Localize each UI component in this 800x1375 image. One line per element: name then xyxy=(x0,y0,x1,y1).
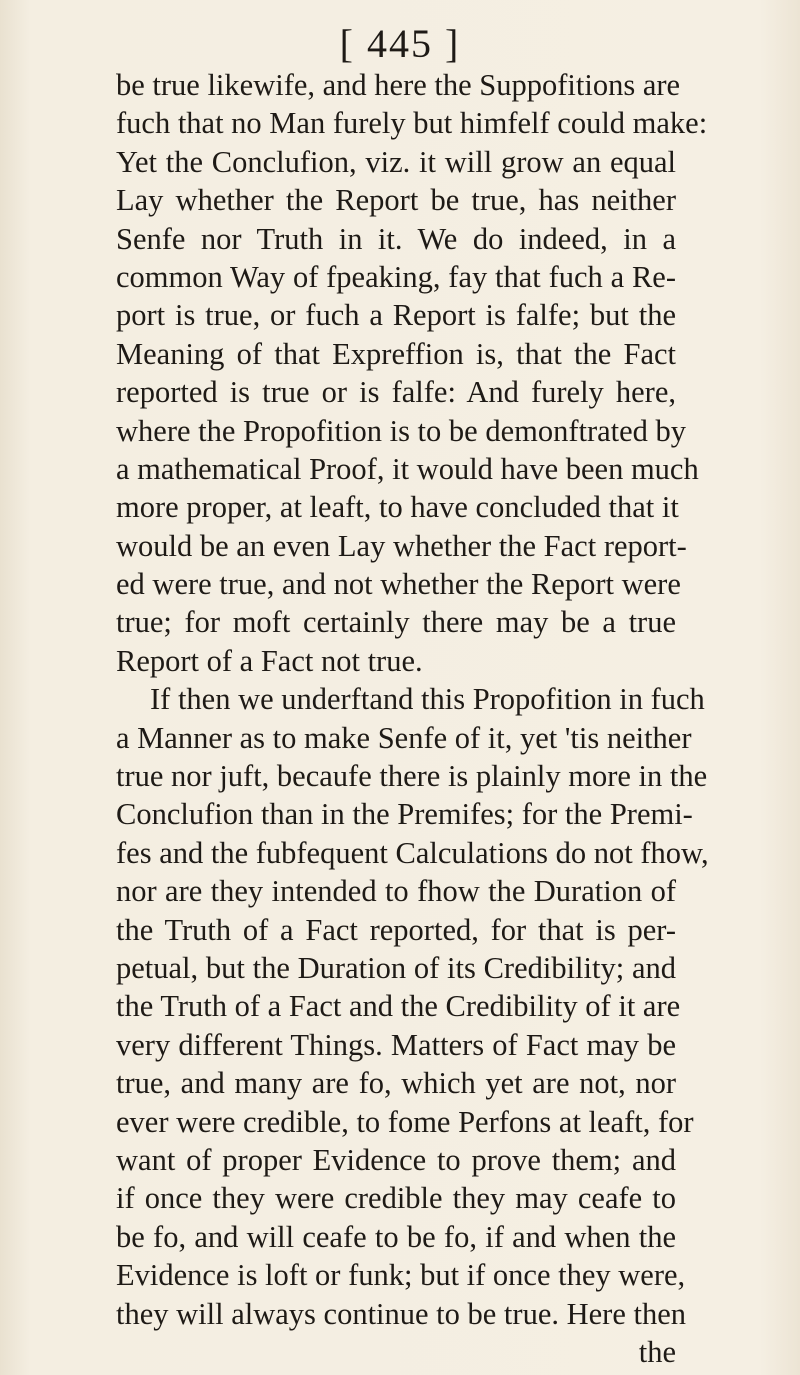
text-line: the Truth of a Fact and the Credibility of it are xyxy=(116,989,681,1024)
page-number: [ 445 ] xyxy=(339,21,461,66)
text-line: if once they were credible they may ceafe to xyxy=(116,1181,676,1216)
text-line: the Truth of a Fact reported, for that is per- xyxy=(116,912,676,947)
text-line: petual, but the Duration of its Credibility; and xyxy=(116,950,676,985)
text-line: want of proper Evidence to prove them; and xyxy=(116,1142,676,1177)
text-line: Meaning of that Expreffion is, that the Fact xyxy=(116,336,676,371)
body-text xyxy=(116,66,709,1371)
text-line: a mathematical Proof, it would have been much xyxy=(116,451,699,486)
text-line: true; for moft certainly there may be a true xyxy=(116,605,676,640)
text-line: ever were credible, to fome Perfons at leaft, for xyxy=(116,1104,694,1139)
text-line: true, and many are fo, which yet are not, nor xyxy=(116,1066,676,1101)
text-line: reported is true or is falfe: And furely here, xyxy=(116,375,676,410)
text-line: Senfe nor Truth in it. We do indeed, in a xyxy=(116,221,676,256)
text-line: ed were true, and not whether the Report were xyxy=(116,567,681,602)
text-line: Lay whether the Report be true, has neither xyxy=(116,183,676,218)
paragraph-end-line: Report of a Fact not true. xyxy=(116,643,423,678)
text-line: be true likewife, and here the Suppofitions are xyxy=(116,68,681,102)
text-line: common Way of fpeaking, fay that fuch a Re- xyxy=(116,259,676,294)
text-line: would be an even Lay whether the Fact report- xyxy=(116,528,687,563)
text-line: they will always continue to be true. Here then xyxy=(116,1296,686,1331)
text-line: true nor juft, becaufe there is plainly more in the xyxy=(116,759,708,794)
text-line: fuch that no Man furely but himfelf could make: xyxy=(116,106,708,141)
text-line: port is true, or fuch a Report is falfe; but the xyxy=(116,298,676,333)
text-line: be fo, and will ceafe to be fo, if and when the xyxy=(116,1219,676,1254)
paragraph-start-line: If then we underftand this Propofition in fuch xyxy=(150,682,705,717)
text-line: Yet the Conclufion, viz. it will grow an equal xyxy=(116,144,676,179)
text-line: very different Things. Matters of Fact may be xyxy=(116,1027,676,1062)
text-line: nor are they intended to fhow the Duration of xyxy=(116,874,676,909)
text-line: Evidence is loft or funk; but if once they were, xyxy=(116,1258,686,1293)
text-line: more proper, at leaft, to have concluded that it xyxy=(116,490,679,525)
catchword: the xyxy=(638,1334,676,1369)
text-line: Conclufion than in the Premifes; for the Premi- xyxy=(116,797,693,832)
text-line: a Manner as to make Senfe of it, yet 'tis neither xyxy=(116,720,692,755)
text-line: where the Propofition is to be demonftrated by xyxy=(116,413,687,448)
text-line: fes and the fubfequent Calculations do not fhow, xyxy=(116,835,709,870)
